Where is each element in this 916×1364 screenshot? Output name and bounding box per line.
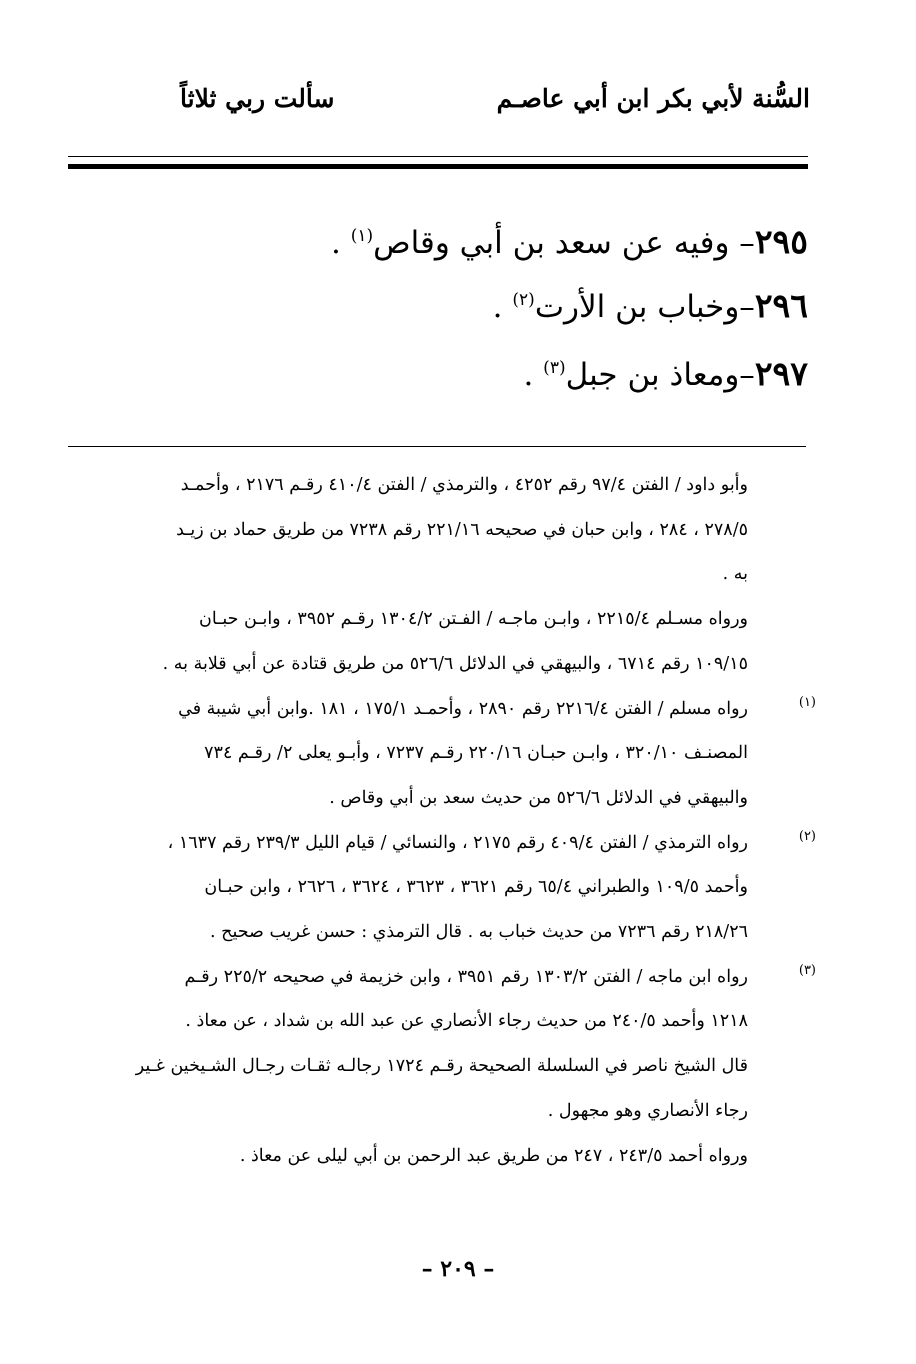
footnote-line: وأبو داود / الفتن ٩٧/٤ رقم ٤٢٥٢ ، والترمذي / الفتن ٤١٠/٤ رقـم ٢١٧٦ ، وأحمـد: [180, 475, 748, 495]
footnote-text: رواه مسلم / الفتن ٢٢١٦/٤ رقم ٢٨٩٠ ، وأحمـد ١٧٥/١ ، ١٨١ .وابن أبي شيبة في: [178, 698, 748, 719]
footnote-line: ورواه أحمد ٢٤٣/٥ ، ٢٤٧ من طريق عبد الرحمن بن أبي ليلى عن معاذ .: [239, 1145, 748, 1166]
footnote-line: ١٠٩/١٥ رقم ٦٧١٤ ، والبيهقي في الدلائل ٥٢٦/٦ من طريق قتادة عن أبي قلابة به .: [162, 653, 748, 674]
page-number: – ٢٠٩ –: [421, 1256, 495, 1282]
footnote-line: ورواه مسـلم ٢٢١٥/٤ ، وابـن ماجـه / الفـتن ١٣٠٤/٢ رقـم ٣٩٥٢ ، وابـن حبـان: [199, 609, 748, 630]
hadith-number: ٢٩٥: [754, 222, 808, 261]
footnote-line: ١٢١٨ وأحمد ٢٤٠/٥ من حديث رجاء الأنصاري عن عبد الله بن شداد ، عن معاذ .: [185, 1011, 748, 1032]
hadith-end: .: [523, 357, 544, 393]
footnote-text: رواه الترمذي / الفتن ٤٠٩/٤ رقم ٢١٧٥ ، والنسائي / قيام الليل ٢٣٩/٣ رقم ١٦٣٧ ،: [167, 832, 748, 853]
footnote-reference: (٣): [543, 358, 566, 378]
footnote-line: المصنـف ٣٢٠/١٠ ، وابـن حبـان ٢٢٠/١٦ رقـم ٧٢٣٧ ، وأبـو يعلى ٢/ رقـم ٧٣٤: [204, 743, 748, 764]
running-header-chapter-title: سألت ربي ثلاثاً: [180, 84, 335, 113]
footnote-marker-1: (١): [798, 694, 816, 710]
footnote-reference: (٢): [512, 290, 535, 310]
footnote-marker-2: (٢): [798, 828, 816, 844]
footnote-line: قال الشيخ ناصر في السلسلة الصحيحة رقـم ١٧٢٤ رجالـه ثقـات رجـال الشـيخين غـير: [135, 1056, 748, 1077]
hadith-296: [493, 286, 808, 325]
hadith-297: [523, 354, 808, 393]
hadith-text: –وخباب بن الأرت: [534, 289, 755, 325]
footnote-line: ٢١٨/٢٦ رقم ٧٢٣٦ من حديث خباب به . قال الترمذي : حسن غريب صحيح .: [210, 922, 748, 943]
footnote-3-line: [72, 955, 816, 1000]
header-thin-rule: [68, 156, 808, 157]
footnote-line: والبيهقي في الدلائل ٥٢٦/٦ من حديث سعد بن أبي وقاص .: [329, 787, 748, 808]
footnote-line: رجاء الأنصاري وهو مجهول .: [547, 1100, 748, 1121]
footnote-line: به .: [722, 564, 748, 585]
footnote-text: رواه ابن ماجه / الفتن ١٣٠٣/٢ رقم ٣٩٥١ ، وابن خزيمة في صحيحه ٢٢٥/٢ رقـم: [184, 966, 748, 987]
footnote-marker-3: (٣): [798, 962, 816, 978]
hadith-number: ٢٩٦: [754, 286, 808, 325]
footnote-reference: (١): [350, 226, 374, 246]
hadith-295: [331, 222, 808, 261]
hadith-text: –ومعاذ بن جبل: [565, 357, 755, 393]
header-thick-rule: [68, 164, 808, 169]
footnote-1-line: [72, 687, 816, 732]
footnote-separator: [68, 446, 806, 447]
hadith-number: ٢٩٧: [754, 354, 808, 393]
hadith-text: – وفيه عن سعد بن أبي وقاص: [373, 225, 755, 261]
footnote-2-line: [72, 821, 816, 866]
hadith-end: .: [492, 289, 513, 325]
footnote-line: وأحمد ١٠٩/٥ والطبراني ٦٥/٤ رقم ٣٦٢١ ، ٣٦٢٣ ، ٣٦٢٤ ، ٢٦٢٦ ، وابن حبـان: [204, 877, 748, 898]
footnotes: [72, 463, 816, 1178]
footnote-line: ٢٧٨/٥ ، ٢٨٤ ، وابن حبان في صحيحه ٢٢١/١٦ رقم ٧٢٣٨ من طريق حماد بن زيـد: [176, 519, 748, 540]
hadith-end: .: [330, 225, 351, 261]
running-header-book-title: السُّنة لأبي بكر ابن أبي عاصـم: [496, 84, 810, 113]
